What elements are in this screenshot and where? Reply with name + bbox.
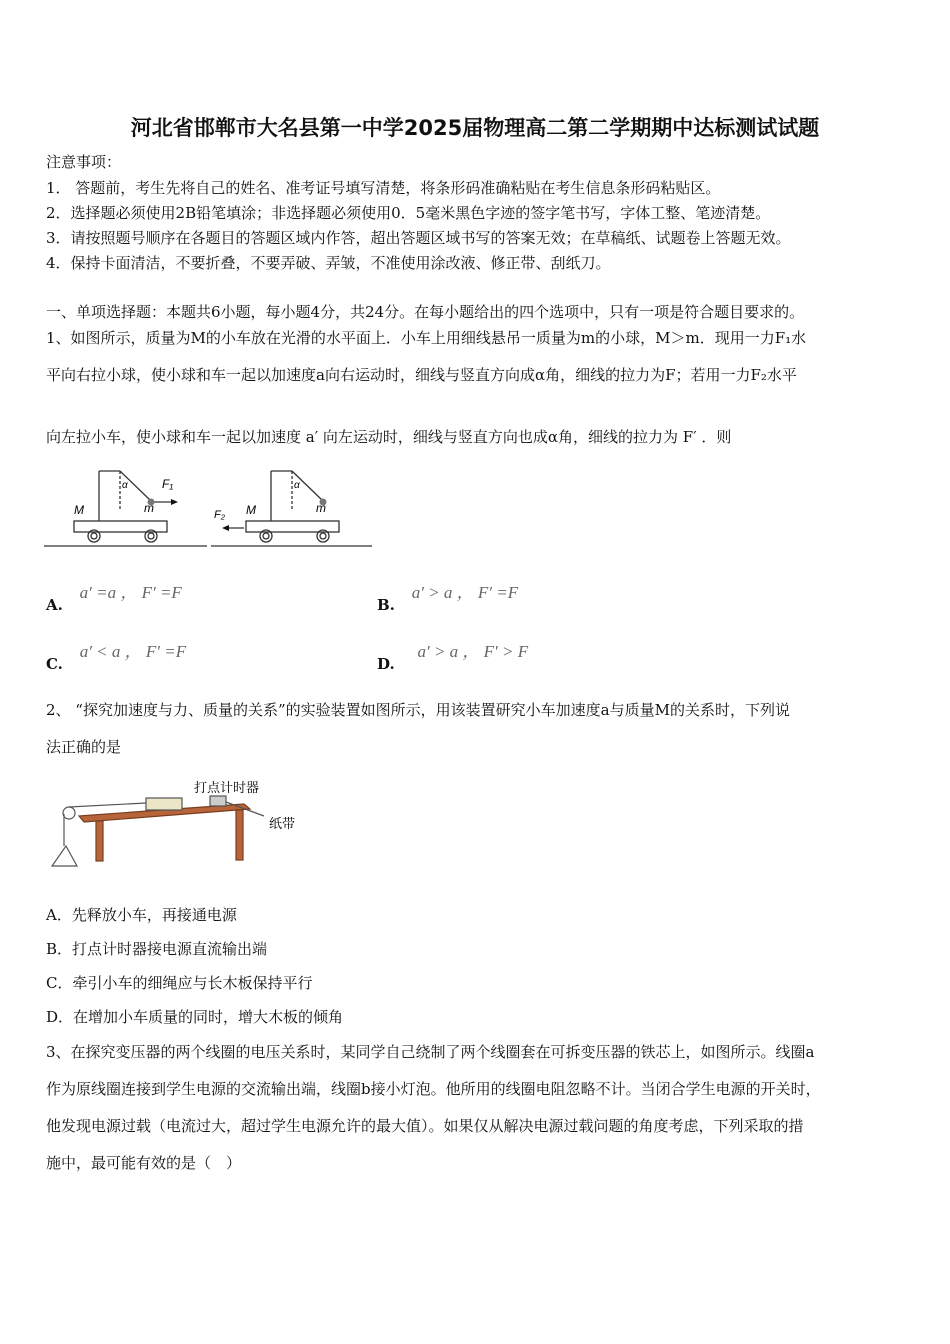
notice-heading: 注意事项： [46, 153, 122, 171]
option-d-letter: D. [377, 655, 395, 673]
label-m: m [144, 501, 154, 515]
notice-item: 1． 答题前，考生先将自己的姓名、准考证号填写清楚，将条形码准确粘贴在考生信息条形码粘贴区。 [46, 179, 721, 197]
q3-text: 施中，最可能有效的是（ ） [46, 1154, 242, 1172]
option-d[interactable]: a′ > a ， F′ > F [417, 642, 529, 661]
q1-text: 向左拉小车，使小球和车一起以加速度 a′ 向左运动时，细线与竖直方向也成α角，细线的拉力为 F′ ．则 [46, 428, 732, 446]
label-tape: 纸带 [269, 816, 296, 831]
option-b-letter: B. [377, 596, 395, 614]
q2-text: 法正确的是 [46, 738, 122, 756]
option-a-letter: A. [46, 596, 63, 614]
q2-option-d[interactable]: D．在增加小车质量的同时，增大木板的倾角 [46, 1008, 344, 1026]
option-c[interactable]: a′ < a ， F′ =F [79, 642, 187, 661]
notice-item: 4．保持卡面清洁，不要折叠，不要弄破、弄皱，不准使用涂改液、修正带、刮纸刀。 [46, 254, 611, 272]
q3-text: 作为原线圈连接到学生电源的交流输出端，线圈b接小灯泡。他所用的线圈电阻忽略不计。当闭合学生电源的开关时， [46, 1080, 821, 1098]
q3-text: 3、在探究变压器的两个线圈的电压关系时，某同学自己绕制了两个线圈套在可拆变压器的铁芯上，如图所示。线圈a [46, 1043, 815, 1061]
label-timer: 打点计时器 [194, 780, 260, 795]
q2-option-b[interactable]: B．打点计时器接电源直流输出端 [46, 940, 268, 958]
q1-cart-figure [44, 466, 374, 550]
q2-apparatus-figure [44, 776, 314, 872]
q1-text: 1、如图所示，质量为M的小车放在光滑的水平面上．小车上用细线悬吊一质量为m的小球，M＞m．现用一力F₁水 [46, 329, 807, 347]
label-M: M [246, 503, 256, 517]
notice-item: 2．选择题必须使用2B铅笔填涂；非选择题必须使用0．5毫米黑色字迹的签字笔书写，字体工整、笔迹清楚。 [46, 204, 771, 222]
label-m: m [316, 501, 326, 515]
label-alpha: α [294, 480, 300, 491]
option-c-letter: C. [46, 655, 63, 673]
q2-option-a[interactable]: A．先释放小车，再接通电源 [46, 906, 237, 924]
option-b[interactable]: a′ > a ， F′ =F [411, 583, 519, 602]
q1-text: 平向右拉小球，使小球和车一起以加速度a向右运动时，细线与竖直方向成α角，细线的拉力为F；若用一力F₂水平 [46, 366, 797, 384]
label-alpha: α [122, 480, 128, 491]
notice-item: 3．请按照题号顺序在各题目的答题区域内作答，超出答题区域书写的答案无效；在草稿纸、试题卷上答题无效。 [46, 229, 791, 247]
q2-text: 2、 “探究加速度与力、质量的关系”的实验装置如图所示，用该装置研究小车加速度a与质量M的关系时，下列说 [46, 701, 790, 719]
q3-text: 他发现电源过载（电流过大，超过学生电源允许的最大值）。如果仅从解决电源过载问题的角度考虑，下列采取的措 [46, 1117, 804, 1135]
section-heading: 一、单项选择题：本题共6小题，每小题4分，共24分。在每小题给出的四个选项中，只有一项是符合题目要求的。 [46, 303, 805, 321]
label-M: M [74, 503, 84, 517]
page-title: 河北省邯郸市大名县第一中学2025届物理高二第二学期期中达标测试试题 [130, 116, 820, 140]
label-F1: F₁ [162, 477, 174, 491]
label-F2: F₂ [214, 509, 225, 521]
option-a[interactable]: a′ =a ， F′ =F [79, 583, 182, 602]
q2-option-c[interactable]: C．牵引小车的细绳应与长木板保持平行 [46, 974, 313, 992]
